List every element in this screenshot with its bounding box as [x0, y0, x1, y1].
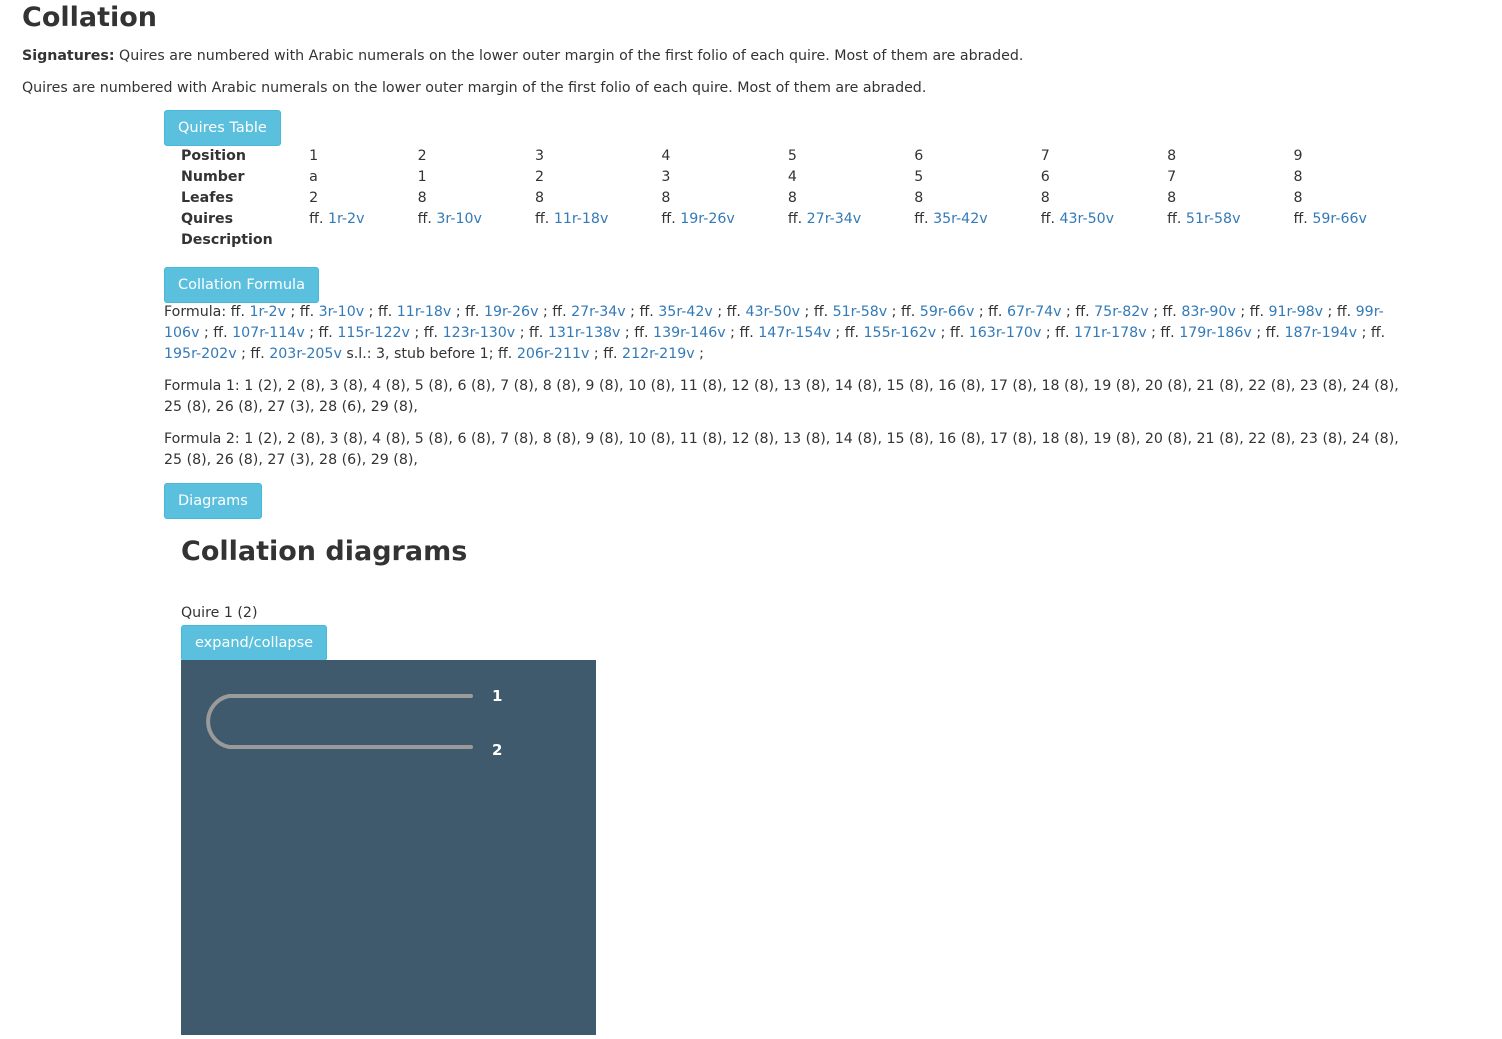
row-label: Number [181, 169, 245, 185]
formula-range-link[interactable]: 59r-66v [919, 304, 975, 320]
formula-range-link[interactable]: 107r-114v [232, 325, 305, 341]
quire-cell [914, 209, 1040, 230]
leafes-cell: 8 [535, 190, 545, 206]
formula-range-link[interactable]: 75r-82v [1094, 304, 1149, 320]
folio-prefix: ff. [739, 325, 754, 341]
description-cell [309, 230, 417, 251]
formula-range-link[interactable]: 91r-98v [1268, 304, 1324, 320]
description-cell [661, 230, 787, 251]
formula-range-link[interactable]: 163r-170v [968, 325, 1042, 341]
folio-prefix: ff. [1075, 304, 1090, 320]
number-cell: 7 [1167, 169, 1177, 185]
quire-range-link[interactable]: 43r-50v [1059, 211, 1115, 227]
expand-collapse-button[interactable]: expand/collapse [181, 625, 327, 661]
folio-prefix: ff. [299, 304, 315, 320]
leafes-cell: 8 [417, 190, 427, 206]
formula-range-link[interactable]: 187r-194v [1284, 325, 1358, 341]
number-cell: 2 [535, 169, 545, 185]
folio-prefix: ff. [1160, 325, 1175, 341]
position-cell: 2 [417, 148, 427, 164]
formula-range-link[interactable]: 131r-138v [547, 325, 621, 341]
folio-prefix: ff. [465, 304, 480, 320]
row-label: Quires [181, 211, 234, 227]
folio-prefix: ff. [1293, 211, 1308, 227]
folio-prefix: ff. [661, 211, 676, 227]
folio-prefix: ff. [1040, 211, 1055, 227]
position-cell: 3 [535, 148, 545, 164]
position-cell: 8 [1167, 148, 1177, 164]
quire-range-link[interactable]: 59r-66v [1312, 211, 1367, 227]
collation-formula-button[interactable]: Collation Formula [164, 267, 319, 303]
folio-prefix: ff. [1265, 325, 1280, 341]
leaf-label-1: 1 [492, 687, 503, 705]
formula-range-link[interactable]: 115r-122v [337, 325, 410, 341]
row-label: Leafes [181, 190, 234, 206]
bifolium-leaf [208, 696, 471, 747]
folio-prefix: ff. [949, 325, 965, 341]
collation-diagrams-title: Collation diagrams [181, 536, 468, 567]
formula-range-link[interactable]: 43r-50v [745, 304, 800, 320]
quire-range-link[interactable]: 1r-2v [327, 211, 365, 227]
number-cell: 6 [1040, 169, 1050, 185]
position-cell: 5 [787, 148, 797, 164]
table-row [164, 146, 1420, 167]
folio-prefix: ff. [787, 211, 803, 227]
formula-range-link[interactable]: 195r-202v [164, 346, 237, 362]
quire-cell [1167, 209, 1293, 230]
table-row [164, 188, 1420, 209]
row-label: Position [181, 148, 246, 164]
table-row [164, 167, 1420, 188]
quires-table-button[interactable]: Quires Table [164, 110, 281, 146]
leaf-label-2: 2 [492, 741, 503, 759]
position-cell: 9 [1293, 148, 1303, 164]
quire-range-link[interactable]: 19r-26v [680, 211, 735, 227]
formula-range-link[interactable]: 206r-211v [516, 346, 590, 362]
number-cell: 5 [914, 169, 924, 185]
quire-range-link[interactable]: 11r-18v [553, 211, 609, 227]
folio-prefix: ff. [1336, 304, 1352, 320]
formula-range-link[interactable]: 139r-146v [653, 325, 726, 341]
number-cell: 8 [1293, 169, 1303, 185]
quire-cell [309, 209, 417, 230]
folio-prefix: ff. [1162, 304, 1177, 320]
number-cell: 1 [417, 169, 427, 185]
folio-prefix: ff. [417, 211, 432, 227]
formula-range-link[interactable]: 67r-74v [1006, 304, 1062, 320]
formula-range-link[interactable]: 203r-205v [269, 346, 342, 362]
quire-diagram-svg [181, 660, 596, 1035]
description-cell [1167, 230, 1293, 251]
quire-cell [1294, 209, 1420, 230]
formula-2: Formula 2: 1 (2), 2 (8), 3 (8), 4 (8), 5 (8), 6 (8), 7 (8), 8 (8), 9 (8), 10 (8), 11 (8), 12 (8), 13 (8), 14 (8), 15 (8), 16 (8), 17 (8), 18 (8), 19 (8), 20 (8), 21 (8), 22 (8), 23 (8), 24 (8), 25 (8), 26 (8), 27 (3), 28 (6), 29 (8), [164, 431, 1399, 468]
quire-range-link[interactable]: 3r-10v [436, 211, 482, 227]
formula-range-link[interactable]: 179r-186v [1179, 325, 1252, 341]
folio-prefix: ff. [639, 304, 654, 320]
folio-prefix: ff. [603, 346, 618, 362]
quire-cell [788, 209, 914, 230]
formula-range-link[interactable]: 155r-162v [863, 325, 937, 341]
formula-range-link[interactable]: 83r-90v [1181, 304, 1236, 320]
formula-1: Formula 1: 1 (2), 2 (8), 3 (8), 4 (8), 5 (8), 6 (8), 7 (8), 8 (8), 9 (8), 10 (8), 11 (8), 12 (8), 13 (8), 14 (8), 15 (8), 16 (8), 17 (8), 18 (8), 19 (8), 20 (8), 21 (8), 22 (8), 23 (8), 24 (8), 25 (8), 26 (8), 27 (3), 28 (6), 29 (8), [164, 378, 1399, 415]
diagrams-button[interactable]: Diagrams [164, 483, 262, 519]
folio-prefix: ff. [634, 325, 649, 341]
position-cell: 7 [1040, 148, 1050, 164]
table-row [164, 230, 1420, 251]
quires-table [164, 146, 1420, 254]
formula-range-link[interactable]: 1r-2v [249, 304, 286, 320]
folio-prefix: ff. [988, 304, 1003, 320]
formula-range-link[interactable]: 19r-26v [483, 304, 539, 320]
folio-prefix: ff. [498, 346, 513, 362]
quire-cell [535, 209, 661, 230]
description-cell [1294, 230, 1420, 251]
page-title: Collation [22, 2, 158, 33]
leafes-cell: 2 [309, 190, 319, 206]
folio-prefix: ff. [535, 211, 550, 227]
number-cell: 4 [787, 169, 797, 185]
position-cell: 6 [914, 148, 924, 164]
folio-prefix: ff. [813, 304, 829, 320]
folio-prefix: ff. [1055, 325, 1070, 341]
signatures-note: Quires are numbered with Arabic numerals on the lower outer margin of the first folio of each quire. Most of them are abraded. [22, 80, 927, 96]
formula-note: s.l.: 3, stub before 1; [341, 346, 494, 362]
number-cell: a [309, 169, 318, 185]
quire-range-link[interactable]: 27r-34v [806, 211, 862, 227]
leafes-cell: 8 [661, 190, 671, 206]
folio-prefix: ff. [900, 304, 916, 320]
formula-range-link[interactable]: 3r-10v [318, 304, 365, 320]
number-cell: 3 [661, 169, 671, 185]
formula-range-link[interactable]: 212r-219v [622, 346, 695, 362]
folio-prefix: ff. [318, 325, 333, 341]
folio-prefix: ff. [529, 325, 544, 341]
formula-list: Formula: ff. 1r-2v ; ff. 3r-10v ; ff. 11r-18v ; ff. 19r-26v ; ff. 27r-34v ; ff. 35r-42v ; ff. 43r-50v ; ff. 51r-58v ; ff. 59r-66v ; ff. 67r-74v ; ff. 75r-82v ; ff. 83r-90v ; ff. 91r-98v ; ff. 99r-106v ; ff. 107r-114v ; ff. 115r-122v ; ff. 123r-130v ; ff. 131r-138v ; ff. 139r-146v ; ff. 147r-154v ; ff. 155r-162v ; ff. 163r-170v ; ff. 171r-178v ; ff. 179r-186v ; ff. 187r-194v ; ff. 195r-202v ; ff. 203r-205v s.l.: 3, stub before 1; ff. 206r-211v ; ff. 212r-219v ; [164, 304, 1386, 362]
leafes-cell: 8 [1293, 190, 1303, 206]
formula-range-link[interactable]: 99r-106v [164, 304, 1384, 341]
leafes-cell: 8 [1040, 190, 1050, 206]
folio-prefix: ff. [1370, 325, 1386, 341]
folio-prefix: ff. [1167, 211, 1182, 227]
folio-prefix: ff. [552, 304, 567, 320]
folio-prefix: ff. [423, 325, 439, 341]
formula-range-link[interactable]: 171r-178v [1073, 325, 1147, 341]
folio-prefix: ff. [250, 346, 265, 362]
description-cell [1041, 230, 1167, 251]
description-cell [535, 230, 661, 251]
signatures-text: Quires are numbered with Arabic numerals on the lower outer margin of the first folio of each quire. Most of them are abraded. [114, 48, 1024, 64]
folio-prefix: ff. [213, 325, 228, 341]
folio-prefix: ff. [1249, 304, 1264, 320]
formula-range-link[interactable]: 35r-42v [658, 304, 713, 320]
formula-range-link[interactable]: 27r-34v [571, 304, 626, 320]
folio-prefix: ff. [230, 304, 245, 320]
signatures-label: Signatures: [22, 48, 115, 64]
folio-prefix: ff. [844, 325, 859, 341]
description-cell [788, 230, 914, 251]
description-cell [418, 230, 535, 251]
leafes-cell: 8 [1167, 190, 1177, 206]
folio-prefix: ff. [726, 304, 741, 320]
folio-prefix: ff. [377, 304, 393, 320]
table-row [164, 209, 1420, 230]
formula-range-link[interactable]: 147r-154v [758, 325, 831, 341]
quire-cell [418, 209, 535, 230]
quire-cell [661, 209, 787, 230]
quire-range-link[interactable]: 51r-58v [1185, 211, 1241, 227]
formula-range-link[interactable]: 51r-58v [832, 304, 888, 320]
description-cell [914, 230, 1040, 251]
quire-label: Quire 1 (2) [181, 605, 258, 621]
row-label: Description [181, 232, 273, 248]
formula-label: Formula: [164, 304, 227, 320]
quire-diagram [181, 660, 596, 1035]
quire-cell [1041, 209, 1167, 230]
leafes-cell: 8 [787, 190, 797, 206]
leafes-cell: 8 [914, 190, 924, 206]
formula-range-link[interactable]: 11r-18v [396, 304, 452, 320]
formula-range-link[interactable]: 123r-130v [442, 325, 516, 341]
folio-prefix: ff. [309, 211, 324, 227]
folio-prefix: ff. [914, 211, 929, 227]
signatures-paragraph [22, 46, 1023, 66]
position-cell: 1 [309, 148, 319, 164]
position-cell: 4 [661, 148, 671, 164]
quire-range-link[interactable]: 35r-42v [933, 211, 988, 227]
